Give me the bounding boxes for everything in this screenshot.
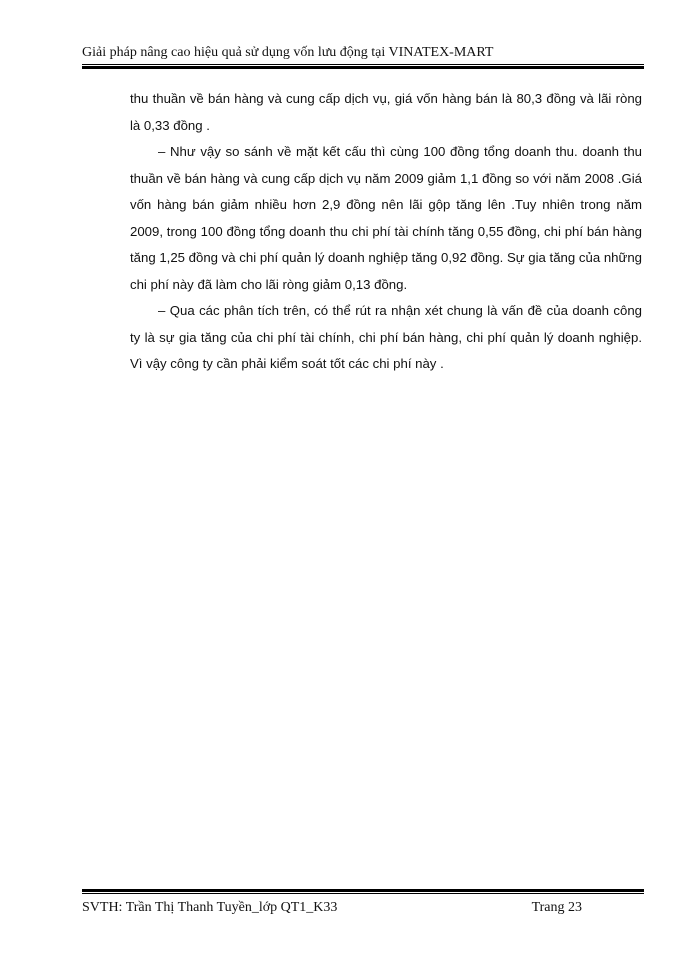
body-text xyxy=(130,86,642,378)
paragraph-continuation: thu thuần về bán hàng và cung cấp dịch vụ, giá vốn hàng bán là 80,3 đồng và lãi ròng là 0,33 đồng . xyxy=(130,91,642,133)
footer-author: SVTH: Trần Thị Thanh Tuyền_lớp QT1_K33 xyxy=(82,900,338,915)
page-number: Trang 23 xyxy=(531,900,582,915)
header-rule-thick xyxy=(82,66,644,69)
header-rule-thin xyxy=(82,64,644,65)
header-title: Giải pháp nâng cao hiệu quả sử dụng vốn lưu động tại VINATEX-MART xyxy=(82,45,494,60)
footer-rule-thin xyxy=(82,893,644,894)
page-header xyxy=(82,44,644,69)
page-footer xyxy=(82,889,644,917)
footer-rule-thick xyxy=(82,889,644,892)
paragraph-structure-comparison: – Như vậy so sánh về mặt kết cấu thì cùng 100 đồng tổng doanh thu. doanh thu thuần về bán hàng và cung cấp dịch vụ năm 2009 giảm 1,1 đồng so với năm 2008 .Giá vốn hàng bán giảm nhiều hơn 2,9 đồng nên lãi gộp tăng lên .Tuy nhiên trong năm 2009, trong 100 đồng tổng doanh thu chi phí tài chính tăng 0,55 đồng, chi phí bán hàng tăng 1,25 đồng và chi phí quản lý doanh nghiệp tăng 0,92 đồng. Sự gia tăng của những chi phí này đã làm cho lãi ròng giảm 0,13 đồng. xyxy=(130,144,642,292)
paragraph-conclusion: – Qua các phân tích trên, có thể rút ra nhận xét chung là vấn đề của doanh công ty là sự gia tăng của chi phí tài chính, chi phí bán hàng, chi phí quản lý doanh nghiệp. Vì vậy công ty cần phải kiểm soát tốt các chi phí này . xyxy=(130,303,642,371)
